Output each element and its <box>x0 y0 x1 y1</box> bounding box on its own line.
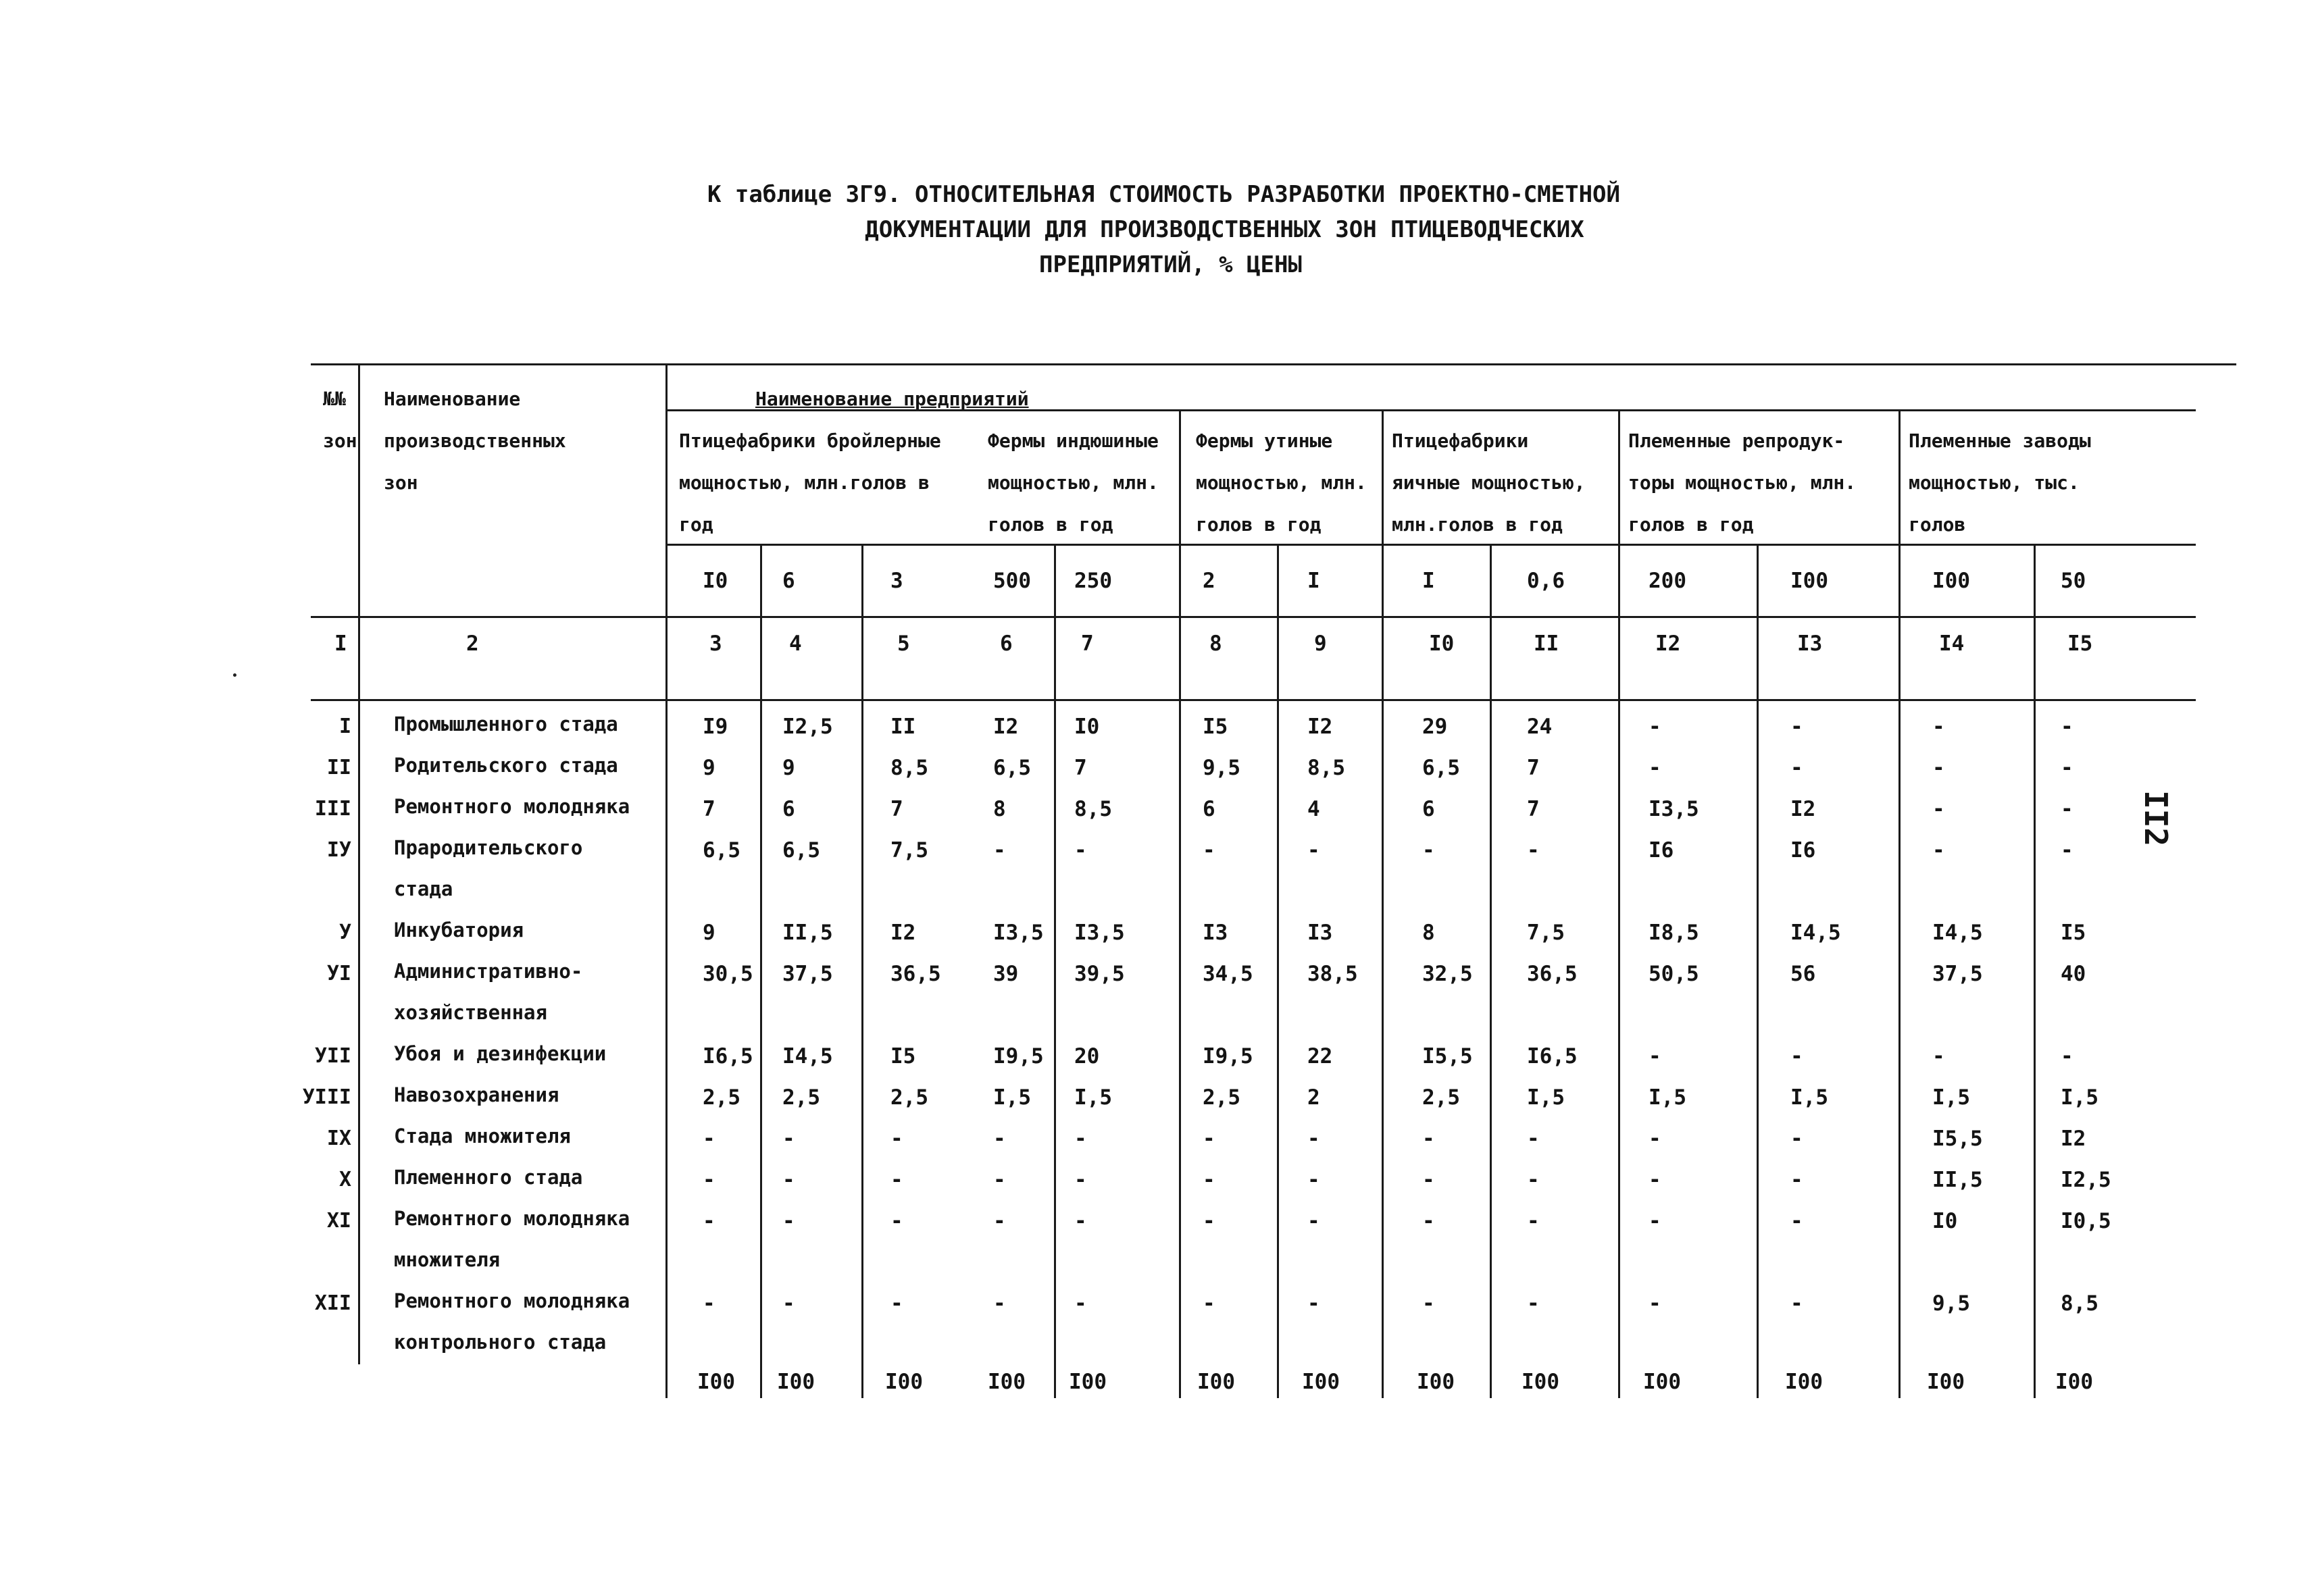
total-cell: I00 <box>777 1370 815 1394</box>
header-capacity: 2 <box>1203 569 1215 593</box>
row-number: УII <box>314 1044 351 1068</box>
table-cell: - <box>1790 1044 1803 1069</box>
table-cell: - <box>1649 715 1661 739</box>
row-zone-name: Стада множителя <box>394 1125 571 1148</box>
table-cell: - <box>1074 838 1087 863</box>
rule-group-divider <box>1382 409 1384 1398</box>
table-cell: I9,5 <box>1203 1044 1253 1069</box>
table-cell: - <box>2061 838 2073 863</box>
column-number: 4 <box>789 632 802 656</box>
table-cell: I2 <box>1307 715 1333 739</box>
column-number: I3 <box>1797 632 1823 656</box>
table-cell: I,5 <box>1649 1085 1686 1110</box>
table-cell: - <box>782 1127 795 1151</box>
table-cell: - <box>1932 715 1945 739</box>
header-group-title-line: Фермы утиные <box>1196 430 1333 452</box>
table-cell: I6 <box>1790 838 1816 863</box>
table-cell: - <box>1649 1044 1661 1069</box>
total-cell: I00 <box>1643 1370 1681 1394</box>
table-cell: 6 <box>1203 797 1215 821</box>
column-number: 2 <box>466 632 479 656</box>
table-cell: - <box>1422 1127 1435 1151</box>
table-cell: I6 <box>1649 838 1674 863</box>
header-col-no-line-1: №№ <box>323 388 346 410</box>
column-number: 5 <box>897 632 910 656</box>
table-cell: 7,5 <box>1527 921 1565 945</box>
table-cell: - <box>1790 1168 1803 1192</box>
table-cell: - <box>1203 1209 1215 1233</box>
header-group-title-line: голов в год <box>1196 513 1322 536</box>
table-cell: - <box>1527 838 1540 863</box>
table-cell: II,5 <box>782 921 833 945</box>
rule-sub-divider <box>861 544 863 1398</box>
header-group-title-line: яичные мощностью, <box>1392 471 1586 494</box>
table-cell: - <box>703 1291 715 1316</box>
row-zone-name: стада <box>394 877 453 900</box>
total-cell: I00 <box>697 1370 735 1394</box>
table-cell: 7 <box>1074 756 1087 780</box>
header-group-title-line: голов в год <box>988 513 1113 536</box>
table-cell: - <box>1932 838 1945 863</box>
table-cell: I3,5 <box>1649 797 1699 821</box>
total-cell: I00 <box>1417 1370 1455 1394</box>
column-number: I <box>334 632 347 656</box>
table-cell: 34,5 <box>1203 962 1253 986</box>
rule-sub-divider <box>760 544 762 1398</box>
header-capacity: 3 <box>890 569 903 593</box>
row-zone-name: Прародительского <box>394 836 583 859</box>
rule-group-divider <box>1618 409 1620 1398</box>
table-cell: - <box>890 1127 903 1151</box>
table-cell: I,5 <box>1790 1085 1828 1110</box>
table-cell: 9 <box>703 756 715 780</box>
table-cell: - <box>1203 1127 1215 1151</box>
total-cell: I00 <box>885 1370 923 1394</box>
rule-under-capacities <box>311 616 2196 618</box>
table-cell: 40 <box>2061 962 2086 986</box>
header-enterprises-label: Наименование предприятий <box>755 388 1029 410</box>
row-zone-name: Ремонтного молодняка <box>394 795 630 818</box>
table-cell: 7,5 <box>890 838 928 863</box>
table-cell: 7 <box>890 797 903 821</box>
title-line-2: ДОКУМЕНТАЦИИ ДЛЯ ПРОИЗВОДСТВЕННЫХ ЗОН ПТИЦЕВОДЧЕСКИХ <box>865 216 1584 243</box>
table-cell: 8,5 <box>890 756 928 780</box>
row-zone-name: множителя <box>394 1248 501 1271</box>
column-number: I4 <box>1939 632 1965 656</box>
table-cell: I5 <box>2061 921 2086 945</box>
page-number: II2 <box>2138 790 2174 847</box>
table-cell: 2,5 <box>890 1085 928 1110</box>
table-cell: I5 <box>890 1044 916 1069</box>
header-capacity: 50 <box>2061 569 2086 593</box>
table-cell: - <box>782 1168 795 1192</box>
header-capacity: 500 <box>993 569 1031 593</box>
table-cell: 39,5 <box>1074 962 1125 986</box>
header-col-name-line: производственных <box>384 430 566 452</box>
table-cell: - <box>703 1168 715 1192</box>
table-cell: 20 <box>1074 1044 1100 1069</box>
table-cell: - <box>782 1209 795 1233</box>
table-cell: - <box>993 1127 1006 1151</box>
table-cell: I2,5 <box>2061 1168 2111 1192</box>
column-number: II <box>1534 632 1559 656</box>
table-cell: - <box>2061 1044 2073 1069</box>
title-line-3: ПРЕДПРИЯТИЙ, % ЦЕНЫ <box>1039 251 1302 278</box>
rule-sub-divider <box>1490 544 1492 1398</box>
rule-col-name <box>665 363 668 1398</box>
table-cell: - <box>1932 756 1945 780</box>
table-cell: 7 <box>703 797 715 821</box>
table-cell: I5,5 <box>1422 1044 1473 1069</box>
table-cell: I3 <box>1307 921 1333 945</box>
table-cell: I9 <box>703 715 728 739</box>
table-cell: I2 <box>2061 1127 2086 1151</box>
table-cell: I,5 <box>1932 1085 1970 1110</box>
table-cell: 2 <box>1307 1085 1320 1110</box>
table-cell: 6,5 <box>782 838 820 863</box>
row-number: II <box>326 756 351 779</box>
header-col-no-line-2: зон <box>323 430 357 452</box>
table-cell: 56 <box>1790 962 1816 986</box>
total-cell: I00 <box>1197 1370 1235 1394</box>
table-cell: I,5 <box>1074 1085 1112 1110</box>
table-cell: II <box>890 715 916 739</box>
table-cell: I,5 <box>1527 1085 1565 1110</box>
row-zone-name: Убоя и дезинфекции <box>394 1042 607 1065</box>
table-cell: I4,5 <box>1932 921 1983 945</box>
table-cell: - <box>703 1209 715 1233</box>
table-cell: - <box>782 1291 795 1316</box>
header-group-title-line: мощностью, млн. <box>1196 471 1367 494</box>
table-cell: - <box>1649 1209 1661 1233</box>
table-cell: 36,5 <box>890 962 941 986</box>
header-capacity: I <box>1422 569 1435 593</box>
table-cell: I2 <box>890 921 916 945</box>
row-zone-name: Ремонтного молодняка <box>394 1207 630 1230</box>
table-cell: 6,5 <box>993 756 1031 780</box>
column-number: I5 <box>2067 632 2093 656</box>
rule-col-no <box>358 363 360 1364</box>
row-zone-name: Родительского стада <box>394 754 618 777</box>
table-cell: 36,5 <box>1527 962 1578 986</box>
table-cell: - <box>1074 1127 1087 1151</box>
row-zone-name: хозяйственная <box>394 1001 547 1024</box>
header-group-title-line: торы мощностью, млн. <box>1628 471 1857 494</box>
header-capacity: I00 <box>1790 569 1828 593</box>
table-cell: - <box>1649 1127 1661 1151</box>
row-number: X <box>338 1168 351 1191</box>
table-cell: I0 <box>1932 1209 1958 1233</box>
total-cell: I00 <box>1785 1370 1823 1394</box>
header-group-title-line: мощностью, млн.голов в <box>679 471 930 494</box>
table-cell: I6,5 <box>703 1044 753 1069</box>
rule-group-divider <box>1179 409 1181 1398</box>
table-cell: - <box>1074 1291 1087 1316</box>
table-cell: 8 <box>993 797 1006 821</box>
table-cell: - <box>1790 756 1803 780</box>
table-cell: - <box>890 1291 903 1316</box>
table-cell: - <box>993 1209 1006 1233</box>
table-cell: - <box>1790 1291 1803 1316</box>
table-cell: I0 <box>1074 715 1100 739</box>
table-cell: - <box>1649 1291 1661 1316</box>
title-line-1: К таблице 3Г9. ОТНОСИТЕЛЬНАЯ СТОИМОСТЬ РАЗРАБОТКИ ПРОЕКТНО-СМЕТНОЙ <box>707 181 1620 208</box>
rule-top <box>311 363 2236 365</box>
table-cell: - <box>1074 1168 1087 1192</box>
header-group-title-line: Птицефабрики <box>1392 430 1529 452</box>
total-cell: I00 <box>1521 1370 1559 1394</box>
table-cell: 8,5 <box>1074 797 1112 821</box>
table-cell: 38,5 <box>1307 962 1358 986</box>
table-cell: - <box>1203 1168 1215 1192</box>
table-cell: 39 <box>993 962 1019 986</box>
table-cell: - <box>993 838 1006 863</box>
table-cell: 37,5 <box>1932 962 1983 986</box>
table-cell: I6,5 <box>1527 1044 1578 1069</box>
table-cell: - <box>1932 1044 1945 1069</box>
table-cell: - <box>890 1209 903 1233</box>
row-zone-name: Административно- <box>394 960 583 983</box>
table-cell: - <box>2061 715 2073 739</box>
table-cell: - <box>1527 1209 1540 1233</box>
rule-sub-divider <box>1757 544 1759 1398</box>
column-number: 9 <box>1314 632 1327 656</box>
table-cell: 2,5 <box>703 1085 740 1110</box>
table-cell: I3,5 <box>1074 921 1125 945</box>
table-cell: - <box>890 1168 903 1192</box>
row-zone-name: Навозохранения <box>394 1083 559 1106</box>
table-cell: - <box>1527 1168 1540 1192</box>
table-cell: 8 <box>1422 921 1435 945</box>
table-cell: I2 <box>993 715 1019 739</box>
row-number: I <box>338 715 351 738</box>
table-cell: I,5 <box>993 1085 1031 1110</box>
total-cell: I00 <box>1069 1370 1107 1394</box>
column-number: 3 <box>709 632 722 656</box>
total-cell: I00 <box>2055 1370 2093 1394</box>
header-capacity: 0,6 <box>1527 569 1565 593</box>
table-cell: - <box>1790 715 1803 739</box>
total-cell: I00 <box>988 1370 1026 1394</box>
header-group-title-line: млн.голов в год <box>1392 513 1563 536</box>
header-group-title-line: год <box>679 513 713 536</box>
table-cell: I,5 <box>2061 1085 2098 1110</box>
table-cell: - <box>1422 1291 1435 1316</box>
header-capacity: I0 <box>703 569 728 593</box>
row-number: У <box>338 921 351 944</box>
header-group-title-line: голов в год <box>1628 513 1754 536</box>
rule-group-divider <box>1898 409 1901 1398</box>
table-cell: - <box>703 1127 715 1151</box>
header-group-title-line: мощностью, млн. <box>988 471 1159 494</box>
table-cell: 30,5 <box>703 962 753 986</box>
table-cell: II,5 <box>1932 1168 1983 1192</box>
row-number: УIII <box>302 1085 351 1109</box>
row-number: III <box>314 797 351 821</box>
table-cell: 32,5 <box>1422 962 1473 986</box>
row-number: XI <box>326 1209 351 1233</box>
table-cell: 50,5 <box>1649 962 1699 986</box>
row-number: IУ <box>326 838 351 862</box>
table-cell: 6 <box>1422 797 1435 821</box>
table-cell: I3,5 <box>993 921 1044 945</box>
table-cell: 22 <box>1307 1044 1333 1069</box>
table-cell: 6 <box>782 797 795 821</box>
row-zone-name: Промышленного стада <box>394 713 618 736</box>
table-cell: I2 <box>1790 797 1816 821</box>
table-cell: - <box>1307 1291 1320 1316</box>
row-zone-name: Ремонтного молодняка <box>394 1289 630 1312</box>
table-cell: 6,5 <box>1422 756 1460 780</box>
table-cell: 8,5 <box>2061 1291 2098 1316</box>
table-cell: - <box>1422 838 1435 863</box>
table-cell: I3 <box>1203 921 1228 945</box>
column-number: 7 <box>1081 632 1094 656</box>
table-cell: 9,5 <box>1203 756 1240 780</box>
header-group-title-line: Племенные заводы <box>1909 430 2091 452</box>
table-cell: - <box>1527 1127 1540 1151</box>
column-number: 6 <box>1000 632 1013 656</box>
header-group-title-line: мощностью, тыс. <box>1909 471 2080 494</box>
table-cell: - <box>1307 1127 1320 1151</box>
header-capacity: I00 <box>1932 569 1970 593</box>
table-cell: - <box>1307 1209 1320 1233</box>
table-cell: 9 <box>782 756 795 780</box>
table-cell: - <box>1422 1209 1435 1233</box>
table-cell: - <box>1203 838 1215 863</box>
header-group-title-line: Племенные репродук- <box>1628 430 1845 452</box>
table-cell: - <box>2061 756 2073 780</box>
table-cell: 9 <box>703 921 715 945</box>
table-cell: 7 <box>1527 756 1540 780</box>
table-cell: - <box>1527 1291 1540 1316</box>
row-zone-name: контрольного стада <box>394 1331 607 1354</box>
total-cell: I00 <box>1302 1370 1340 1394</box>
table-cell: I8,5 <box>1649 921 1699 945</box>
table-cell: I5,5 <box>1932 1127 1983 1151</box>
table-cell: - <box>1790 1209 1803 1233</box>
header-group-title-line: Фермы индюшиные <box>988 430 1159 452</box>
table-cell: 2,5 <box>782 1085 820 1110</box>
table-cell: I5 <box>1203 715 1228 739</box>
table-cell: - <box>1790 1127 1803 1151</box>
table-cell: 2,5 <box>1203 1085 1240 1110</box>
table-cell: - <box>2061 797 2073 821</box>
table-cell: - <box>993 1291 1006 1316</box>
table-cell: - <box>1932 797 1945 821</box>
rule-sub-divider <box>1054 544 1056 1398</box>
column-number: I0 <box>1429 632 1455 656</box>
header-group-title-line: голов <box>1909 513 1966 536</box>
rule-sub-divider <box>2034 544 2036 1398</box>
table-cell: I0,5 <box>2061 1209 2111 1233</box>
total-cell: I00 <box>1927 1370 1965 1394</box>
table-cell: - <box>1074 1209 1087 1233</box>
row-zone-name: Инкубатория <box>394 919 524 942</box>
table-cell: - <box>1649 756 1661 780</box>
table-cell: 7 <box>1527 797 1540 821</box>
table-cell: I2,5 <box>782 715 833 739</box>
rule-under-col-numbers <box>311 699 2196 701</box>
header-col-name-line: Наименование <box>384 388 521 410</box>
table-cell: - <box>1307 1168 1320 1192</box>
row-number: УI <box>326 962 351 985</box>
header-capacity: 250 <box>1074 569 1112 593</box>
table-cell: 24 <box>1527 715 1553 739</box>
table-cell: - <box>993 1168 1006 1192</box>
table-cell: - <box>1203 1291 1215 1316</box>
table-cell: - <box>1307 838 1320 863</box>
header-col-name-line: зон <box>384 471 418 494</box>
table-cell: 8,5 <box>1307 756 1345 780</box>
table-cell: I9,5 <box>993 1044 1044 1069</box>
header-capacity: I <box>1307 569 1320 593</box>
table-cell: 37,5 <box>782 962 833 986</box>
row-number: XII <box>314 1291 351 1315</box>
table-cell: I4,5 <box>782 1044 833 1069</box>
row-zone-name: Племенного стада <box>394 1166 583 1189</box>
table-cell: 6,5 <box>703 838 740 863</box>
table-cell: 4 <box>1307 797 1320 821</box>
table-cell: I4,5 <box>1790 921 1841 945</box>
table-cell: 2,5 <box>1422 1085 1460 1110</box>
table-cell: - <box>1649 1168 1661 1192</box>
column-number: 8 <box>1209 632 1222 656</box>
header-group-title-line: Птицефабрики бройлерные <box>679 430 941 452</box>
table-cell: 9,5 <box>1932 1291 1970 1316</box>
table-cell: 29 <box>1422 715 1448 739</box>
row-number: IX <box>326 1127 351 1150</box>
header-capacity: 200 <box>1649 569 1686 593</box>
header-capacity: 6 <box>782 569 795 593</box>
table-cell: - <box>1422 1168 1435 1192</box>
rule-sub-divider <box>1277 544 1279 1398</box>
column-number: I2 <box>1655 632 1681 656</box>
